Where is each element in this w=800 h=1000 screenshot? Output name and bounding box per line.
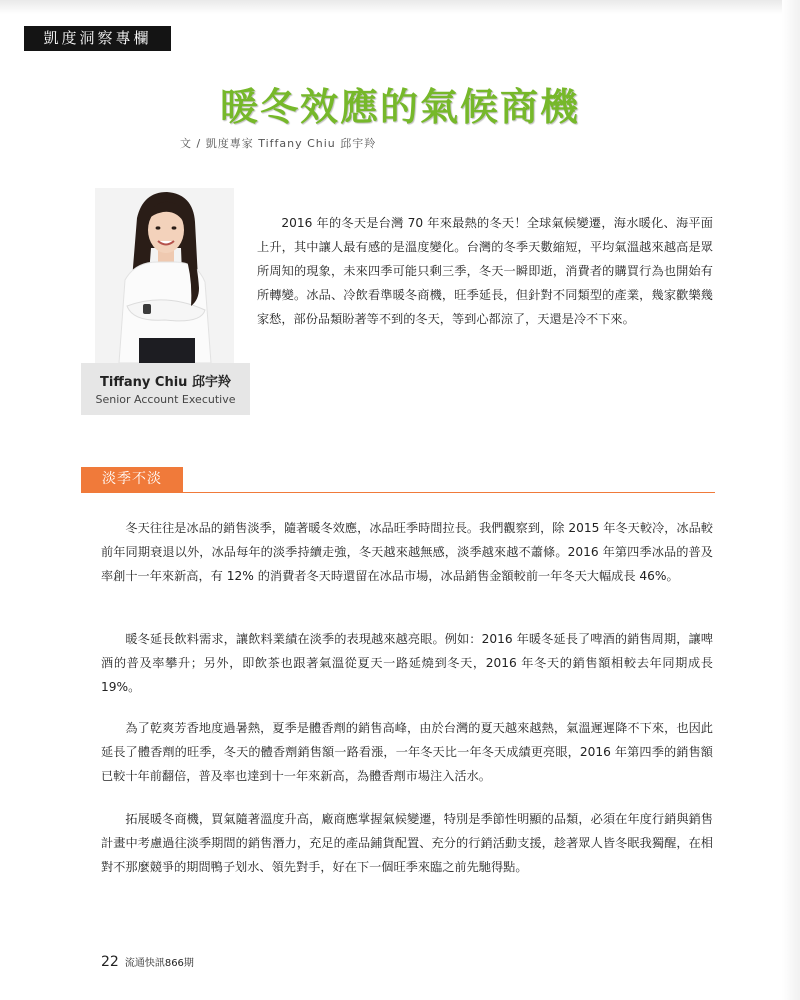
- page-number: 22: [101, 954, 119, 970]
- body-paragraph: 為了乾爽芳香地度過暑熱，夏季是體香劑的銷售高峰，由於台灣的夏天越來越熱，氣溫遲遲降不下來，也因此延長了體香劑的旺季，冬天的體香劑銷售額一路看漲，一年冬天比一年冬天成績更亮眼，2016 年第四季的銷售額已較十年前翻倍，普及率也達到十一年來新高，為體香劑市場注入活水。: [101, 721, 713, 783]
- page-gutter-shade: [782, 0, 800, 1000]
- body-paragraph: 暖冬延長飲料需求，讓飲料業績在淡季的表現越來越亮眼。例如：2016 年暖冬延長了啤酒的銷售周期，讓啤酒的普及率攀升；另外，即飲茶也跟著氣溫從夏天一路延燒到冬天，2016 年冬天的銷售額相較去年同期成長 19%。: [101, 632, 713, 694]
- author-portrait-illustration: [95, 188, 234, 363]
- author-role: Senior Account Executive: [95, 393, 236, 406]
- page-top-shadow: [0, 0, 800, 14]
- article-byline: 文 / 凱度專家 Tiffany Chiu 邱宇羚: [180, 137, 377, 150]
- section-divider: [81, 492, 715, 493]
- author-photo: [95, 188, 234, 363]
- body-paragraph: 拓展暖冬商機，買氣隨著溫度升高，廠商應掌握氣候變遷，特別是季節性明顯的品類，必須在年度行銷與銷售計畫中考慮過往淡季期間的銷售潛力，充足的產品鋪貨配置、充分的行銷活動支援，趁著眾人皆冬眠我獨醒，在相對不那麼競爭的期間鴨子划水、領先對手，好在下一個旺季來臨之前先馳得點。: [101, 812, 713, 874]
- publication-name: 流通快訊866期: [124, 958, 194, 969]
- page-footer: [101, 954, 194, 970]
- article-title: 暖冬效應的氣候商機: [219, 85, 580, 129]
- body-paragraph: 冬天往往是冰品的銷售淡季，隨著暖冬效應，冰品旺季時間拉長。我們觀察到，除 2015 年冬天較冷，冰品較前年同期衰退以外，冰品每年的淡季持續走強，冬天越來越無感，淡季越來越不蕭條。2016 年第四季冰品的普及率創十一年來新高，有 12% 的消費者冬天時還留在冰品市場，冰品銷售金額較前一年冬天大幅成長 46%。: [101, 521, 713, 583]
- author-name: Tiffany Chiu 邱宇羚: [100, 375, 231, 390]
- column-tag: 凱度洞察專欄: [24, 26, 171, 51]
- intro-paragraph: 2016 年的冬天是台灣 70 年來最熱的冬天！全球氣候變遷，海水暖化、海平面上升，其中讓人最有感的是溫度變化。台灣的冬季天數縮短，平均氣溫越來越高是眾所周知的現象，未來四季可能只剩三季，冬天一瞬即逝，消費者的購買行為也開始有所轉變。冰品、冷飲看準暖冬商機，旺季延長，但針對不同類型的產業，幾家歡樂幾家愁，部份品類盼著等不到的冬天，等到心都涼了，天還是冷不下來。: [257, 216, 713, 326]
- section-heading: 淡季不淡: [81, 467, 183, 492]
- author-caption: [81, 363, 250, 415]
